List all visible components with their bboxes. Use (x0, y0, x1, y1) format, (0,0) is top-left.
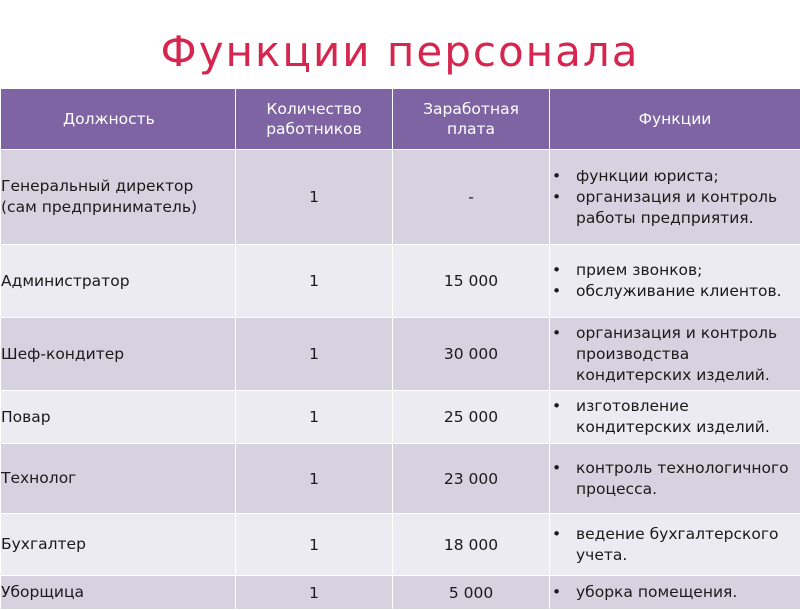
cell-salary: - (393, 150, 550, 245)
cell-position: Технолог (1, 444, 236, 514)
function-item: • обслуживание клиентов. (550, 281, 800, 302)
function-item: • функции юриста; (550, 166, 800, 187)
function-item: • контроль технологичного процесса. (550, 458, 800, 500)
function-item: • организация и контроль работы предприятия. (550, 187, 800, 229)
header-count-line2: работников (266, 120, 362, 138)
cell-count: 1 (236, 245, 393, 318)
cell-functions (550, 576, 800, 610)
cell-position: Повар (1, 391, 236, 444)
functions-list (550, 458, 800, 500)
function-item: • уборка помещения. (550, 582, 800, 603)
table-row (1, 444, 800, 514)
table-row (1, 150, 800, 245)
function-item: • ведение бухгалтерского учета. (550, 524, 800, 566)
cell-functions (550, 318, 800, 391)
cell-count: 1 (236, 444, 393, 514)
table-row (1, 514, 800, 576)
cell-count: 1 (236, 391, 393, 444)
functions-list (550, 166, 800, 229)
cell-functions (550, 150, 800, 245)
header-position (1, 89, 236, 150)
position-line2: (сам предприниматель) (1, 198, 197, 216)
table-header-row (1, 89, 800, 150)
cell-salary: 23 000 (393, 444, 550, 514)
header-functions-label: Функции (639, 110, 712, 128)
cell-count: 1 (236, 318, 393, 391)
table-row (1, 245, 800, 318)
cell-salary: 18 000 (393, 514, 550, 576)
cell-functions (550, 444, 800, 514)
staff-table (0, 88, 800, 610)
cell-position: Администратор (1, 245, 236, 318)
header-salary-line1: Заработная (423, 100, 519, 118)
cell-functions (550, 391, 800, 444)
cell-salary: 30 000 (393, 318, 550, 391)
cell-position: Шеф-кондитер (1, 318, 236, 391)
header-salary (393, 89, 550, 150)
function-item: • организация и контроль производства кондитерских изделий. (550, 323, 800, 386)
cell-position (1, 150, 236, 245)
header-position-label: Должность (63, 110, 155, 128)
table-row (1, 576, 800, 610)
functions-list (550, 260, 800, 302)
functions-list (550, 396, 800, 438)
table-row (1, 318, 800, 391)
position-line1: Генеральный директор (1, 177, 193, 195)
cell-salary: 15 000 (393, 245, 550, 318)
cell-position: Уборщица (1, 576, 236, 610)
header-functions (550, 89, 800, 150)
header-count-line1: Количество (266, 100, 361, 118)
cell-count: 1 (236, 514, 393, 576)
page-title: Функции персонала (0, 22, 800, 82)
cell-salary: 5 000 (393, 576, 550, 610)
cell-position: Бухгалтер (1, 514, 236, 576)
cell-salary: 25 000 (393, 391, 550, 444)
function-item: • прием звонков; (550, 260, 800, 281)
table-row (1, 391, 800, 444)
cell-count: 1 (236, 576, 393, 610)
header-salary-line2: плата (447, 120, 495, 138)
cell-count: 1 (236, 150, 393, 245)
cell-functions (550, 245, 800, 318)
functions-list (550, 323, 800, 386)
functions-list (550, 524, 800, 566)
function-item: • изготовление кондитерских изделий. (550, 396, 800, 438)
header-count (236, 89, 393, 150)
cell-functions (550, 514, 800, 576)
